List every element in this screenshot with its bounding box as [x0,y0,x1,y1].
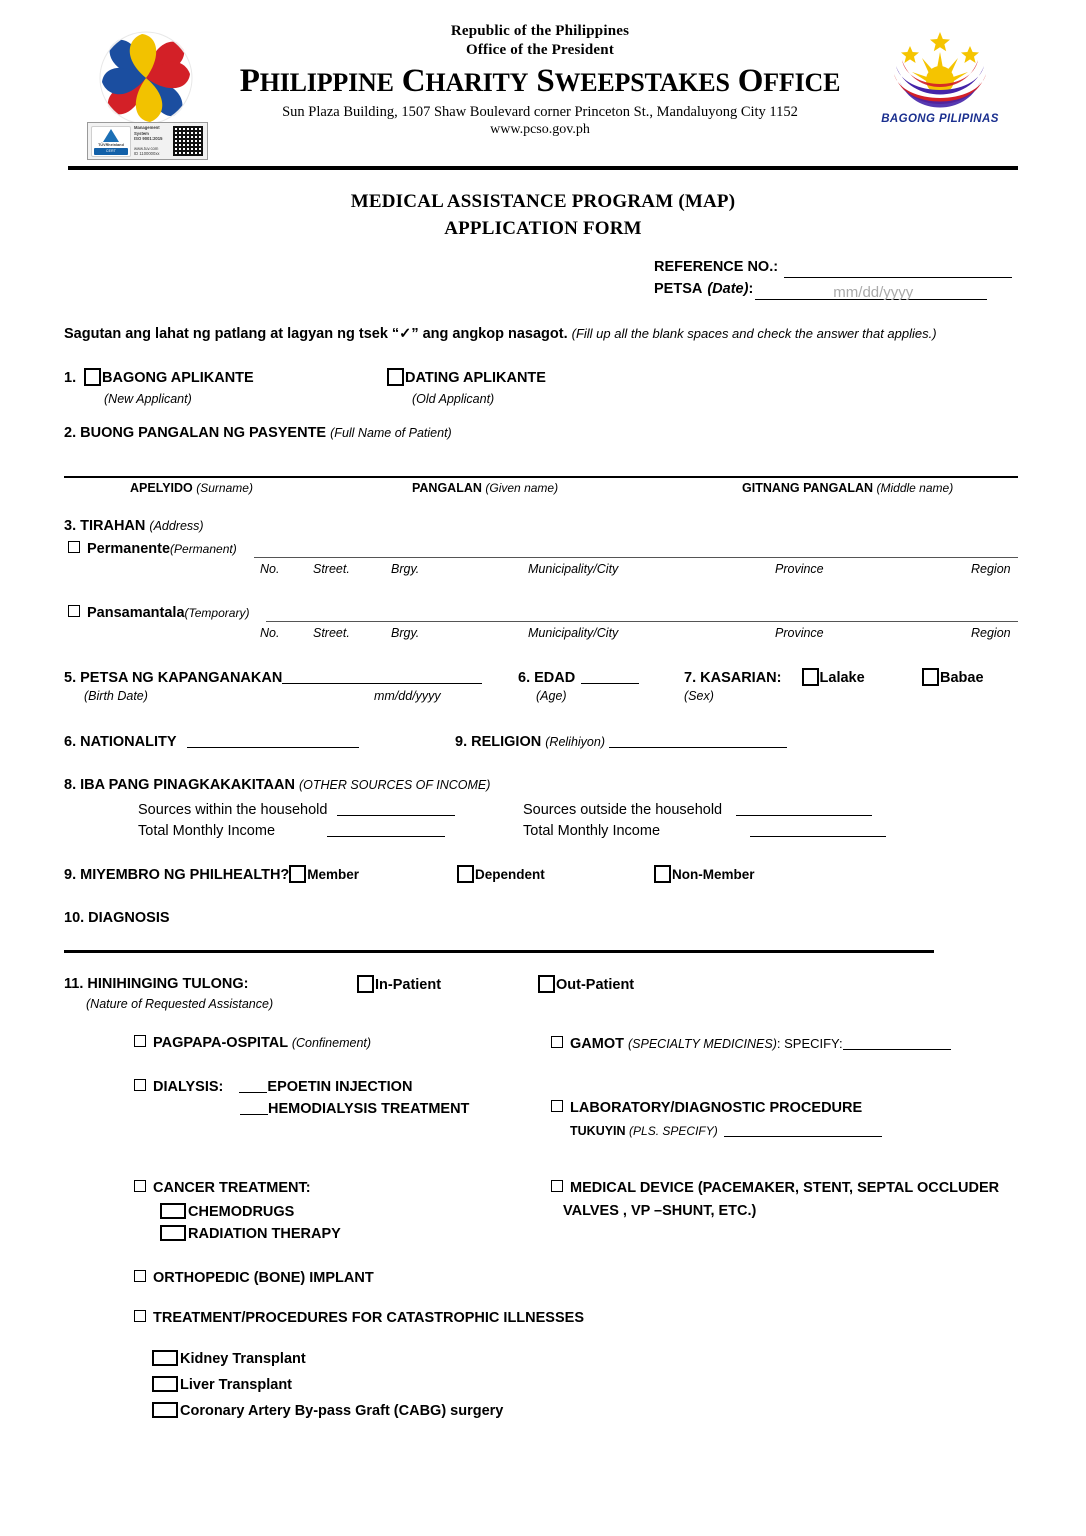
document-header [0,0,1086,168]
q8-income-english: (OTHER SOURCES OF INCOME) [298,778,491,792]
q2-label: 2. BUONG PANGALAN NG PASYENTE [64,425,327,441]
q3-temporary-english: (Temporary) [184,606,250,620]
q2-col2-label: PANGALAN [412,481,482,495]
petsa-label-en: (Date) [707,281,749,297]
q1-option-a-english: (New Applicant) [104,392,192,406]
perm-sub-brgy: Brgy. [391,562,420,576]
q3-label-row [64,518,204,534]
q2-name-input-line[interactable] [64,476,1018,478]
perm-sub-street: Street. [313,562,350,576]
q11-gamot-suffix: : SPECIFY: [776,1036,843,1051]
checkbox-pansamantala[interactable] [68,605,80,617]
temp-sub-no: No. [260,626,280,640]
q11-label-english: (Nature of Requested Assistance) [86,997,274,1011]
q8-within-row [138,801,455,818]
q6-nationality-row [64,733,359,750]
q11-cabg-label: Coronary Artery By-pass Graft (CABG) surgery [180,1403,504,1419]
q11-medical-device-option[interactable] [551,1180,999,1196]
checkbox-lalake[interactable] [802,668,819,686]
pcso-logo-icon [95,28,197,131]
q3-temporary-label: Pansamantala [87,605,185,621]
q3-label-english: (Address) [149,519,204,533]
q3-permanent-row[interactable] [68,541,237,557]
checkbox-liver-transplant[interactable] [152,1376,178,1392]
q9-dependent-option[interactable] [457,865,545,883]
instruction-text [64,326,1024,342]
q11-outpatient-label: Out-Patient [556,977,635,993]
q9-religion-english: (Relihiyon) [545,735,605,749]
q11-hemodialysis-label: HEMODIALYSIS TREATMENT [268,1101,470,1117]
date-placeholder: mm/dd/yyyy [833,284,914,301]
q1-new-applicant-option[interactable] [84,368,254,386]
checkbox-laboratory-procedure[interactable] [551,1100,563,1112]
reference-no-row [654,256,1012,278]
q11-tukuyin-input[interactable] [724,1122,882,1137]
checkbox-dialysis[interactable] [134,1079,146,1091]
q11-tukuyin-english: (PLS. SPECIFY) [629,1124,718,1138]
iso-certification-badge [87,122,208,160]
checkbox-pagpapa-ospital[interactable] [134,1035,146,1047]
q5-date-hint: mm/dd/yyyy [374,689,441,703]
q2-col2-english: (Given name) [485,481,559,495]
q11-tukuyin-label: TUKUYIN [570,1124,626,1138]
q11-inpatient-label: In-Patient [375,977,442,993]
q1-option-b-label: DATING APLIKANTE [405,370,546,386]
perm-sub-no: No. [260,562,280,576]
q11-chemodrugs-label: CHEMODRUGS [188,1204,295,1220]
instruction-english: (Fill up all the blank spaces and check the answer that applies.) [571,326,937,341]
checkbox-catastrophic-illnesses[interactable] [134,1310,146,1322]
instruction-tagalog: Sagutan ang lahat ng patlang at lagyan ng tsek “✓” ang angkop nasagot. [64,326,568,342]
q11-pagpapa-ospital-option[interactable] [134,1035,371,1051]
iso-text-3: ISO 9001:2015 [134,135,163,141]
q11-catastrophic-label: TREATMENT/PROCEDURES FOR CATASTROPHIC ILLNESSES [153,1310,584,1326]
checkbox-chemodrugs[interactable] [160,1203,186,1219]
q2-col1-english: (Surname) [196,481,253,495]
q8-within-total-row [138,822,445,839]
q7-sex-row [684,668,865,686]
q5-label: 5. PETSA NG KAPANGANAKAN [64,670,283,686]
q9-member-label: Member [307,867,360,882]
q11-gamot-label: GAMOT [570,1036,624,1052]
q11-gamot-option[interactable] [551,1035,951,1052]
iso-text-2: System [134,130,149,136]
q10-diagnosis-label: 10. DIAGNOSIS [64,910,170,926]
checkbox-kidney-transplant[interactable] [152,1350,178,1366]
perm-sub-province: Province [775,562,824,576]
q2-col3-label: GITNANG PANGALAN [742,481,874,495]
title-line-2: APPLICATION FORM [444,218,642,239]
q6-nationality-label: 6. NATIONALITY [64,734,177,750]
q6-age-label: 6. EDAD [518,670,576,686]
petsa-label: PETSA [654,281,703,297]
q2-col1 [130,481,253,495]
q8-outside-total-input[interactable] [750,822,886,837]
q11-radiation-therapy-label: RADIATION THERAPY [188,1226,341,1242]
checkbox-in-patient[interactable] [357,975,374,993]
q11-hemodialysis-blank[interactable] [240,1100,268,1115]
perm-sub-municipality: Municipality/City [528,562,619,576]
q2-col3-english: (Middle name) [876,481,954,495]
q11-cabg-row[interactable] [152,1402,503,1419]
q1-number: 1. [64,370,77,386]
qr-code-icon [173,126,203,156]
q11-medical-device-label: MEDICAL DEVICE (PACEMAKER, STENT, SEPTAL OCCLUDER [570,1180,1000,1196]
q11-cancer-treatment-option[interactable] [134,1180,311,1196]
checkbox-philhealth-member[interactable] [289,865,306,883]
q11-dialysis-label: DIALYSIS: [153,1079,224,1095]
reference-no-label: REFERENCE NO.: [654,259,779,275]
q11-inpatient-option[interactable] [357,975,441,993]
q9-religion-row [455,733,787,750]
q9-nonmember-label: Non-Member [672,867,755,882]
q11-orthopedic-option[interactable] [134,1270,374,1286]
checkbox-gamot[interactable] [551,1036,563,1048]
tuv-brand-text: TÜVRheinland [98,142,124,147]
petsa-colon: : [748,281,754,297]
q11-laboratory-option[interactable] [551,1100,862,1116]
office-address: Sun Plaza Building, 1507 Shaw Boulevard corner Princeton St., Mandaluyong City 1152 [282,104,798,120]
q7-male-label: Lalake [819,670,865,686]
q11-tukuyin-row [570,1122,882,1138]
q9-dependent-label: Dependent [475,867,545,882]
q1-option-b-english: (Old Applicant) [412,392,495,406]
q11-chemodrugs-row[interactable] [160,1203,294,1220]
q5-birthdate-row [64,669,482,686]
q8-within-total-input[interactable] [327,822,445,837]
q11-kidney-transplant-row[interactable] [152,1350,306,1367]
q6-nationality-input[interactable] [187,733,359,748]
q6-age-input[interactable] [581,669,639,684]
q6-age-row [518,669,639,686]
q1-old-applicant-option[interactable] [387,368,546,386]
checkbox-dating-aplikante[interactable] [387,368,404,386]
q3-label: 3. TIRAHAN [64,518,146,534]
organization-name: PHILIPPINE CHARITY SWEEPSTAKES OFFICE [239,63,841,99]
checkbox-permanente[interactable] [68,541,80,553]
q8-outside-total-row [523,822,886,839]
q11-pagpapa-ospital-english: (Confinement) [291,1036,372,1050]
temp-sub-municipality: Municipality/City [528,626,619,640]
title-line-1: MEDICAL ASSISTANCE PROGRAM (MAP) [350,191,736,212]
q11-gamot-specify-input[interactable] [843,1035,951,1050]
checkbox-bagong-aplikante[interactable] [84,368,101,386]
checkbox-babae[interactable] [922,668,939,686]
iso-badge-text [134,125,170,156]
perm-sub-region: Region [971,562,1011,576]
q11-epoetin-blank[interactable] [239,1078,267,1093]
q11-pagpapa-ospital-label: PAGPAPA-OSPITAL [153,1035,288,1051]
iso-text-5: ID 1100000xx [134,151,160,157]
q3-permanent-english: (Permanent) [170,542,237,556]
website-url[interactable]: www.pcso.gov.ph [490,122,590,137]
q11-epoetin-label: EPOETIN INJECTION [267,1079,413,1095]
q11-liver-transplant-label: Liver Transplant [180,1377,293,1393]
checkbox-cabg-surgery[interactable] [152,1402,178,1418]
q5-label-english: (Birth Date) [84,689,148,703]
q1-option-a-label: BAGONG APLIKANTE [102,370,254,386]
checkbox-cancer-treatment[interactable] [134,1180,146,1192]
q11-laboratory-label: LABORATORY/DIAGNOSTIC PROCEDURE [570,1100,863,1116]
q9-philhealth-label: 9. MIYEMBRO NG PHILHEALTH? [64,867,290,883]
bagong-pilipinas-label: BAGONG PILIPINAS [881,113,999,125]
q8-outside-input[interactable] [736,801,872,816]
q9-religion-input[interactable] [609,733,787,748]
q5-birthdate-input[interactable] [282,669,482,684]
republic-line: Republic of the Philippines [450,23,630,39]
q11-hemodialysis-row[interactable] [240,1100,469,1117]
q11-kidney-transplant-label: Kidney Transplant [180,1351,306,1367]
q11-orthopedic-label: ORTHOPEDIC (BONE) IMPLANT [153,1270,374,1286]
q9-philhealth-row [64,865,359,883]
temp-sub-brgy: Brgy. [391,626,420,640]
q11-liver-transplant-row[interactable] [152,1376,292,1393]
q2-col1-label: APELYIDO [130,481,193,495]
q2-col3 [742,481,953,495]
petsa-date-input[interactable] [755,283,987,300]
q8-income-label: 8. IBA PANG PINAGKAKAKITAAN [64,777,295,793]
q11-radiation-therapy-row[interactable] [160,1225,341,1242]
q8-outside-row [523,801,872,818]
checkbox-radiation-therapy[interactable] [160,1225,186,1241]
q8-outside-total-label: Total Monthly Income [523,823,661,839]
q2-label-row [64,425,452,441]
q11-gamot-english: (SPECIALTY MEDICINES) [628,1037,777,1051]
tuv-rheinland-icon [91,126,131,157]
header-center-text [210,22,870,139]
q3-temporary-input-line[interactable] [266,621,1018,622]
q7-female-option[interactable] [922,668,984,686]
iso-text-4: www.tuv.com [134,146,159,152]
q8-income-label-row [64,777,490,793]
page-title [0,188,1086,242]
checkbox-out-patient[interactable] [538,975,555,993]
q11-outpatient-option[interactable] [538,975,634,993]
q7-sex-english: (Sex) [684,689,714,703]
q11-label: 11. HINIHINGING TULONG: [64,976,249,992]
q3-permanent-label: Permanente [87,541,171,557]
temp-sub-region: Region [971,626,1011,640]
q11-medical-device-line2: VALVES , VP –SHUNT, ETC.) [563,1203,757,1219]
q8-within-total-label: Total Monthly Income [138,823,276,839]
checkbox-orthopedic-implant[interactable] [134,1270,146,1282]
q8-outside-label: Sources outside the household [523,802,723,818]
q9-religion-label: 9. RELIGION [455,734,542,750]
q7-female-label: Babae [940,670,984,686]
checkbox-philhealth-dependent[interactable] [457,865,474,883]
q6-age-english: (Age) [536,689,567,703]
q3-temporary-row[interactable] [68,605,249,621]
checkbox-philhealth-nonmember[interactable] [654,865,671,883]
q10-diagnosis-input-line[interactable] [64,950,934,953]
iso-text-1: Management [134,125,160,131]
temp-sub-province: Province [775,626,824,640]
q2-col2 [412,481,558,495]
q8-within-label: Sources within the household [138,802,328,818]
petsa-row [654,278,1012,300]
q11-cancer-treatment-label: CANCER TREATMENT: [153,1180,311,1196]
reference-block [654,256,1012,300]
q3-permanent-input-line[interactable] [254,557,1018,558]
checkbox-medical-device[interactable] [551,1180,563,1192]
q8-within-input[interactable] [337,801,455,816]
q2-label-english: (Full Name of Patient) [330,426,452,440]
q9-nonmember-option[interactable] [654,865,755,883]
temp-sub-street: Street. [313,626,350,640]
q7-sex-label: 7. KASARIAN: [684,670,782,686]
q11-dialysis-option[interactable] [134,1078,412,1095]
header-divider-rule [68,166,1018,170]
reference-no-input[interactable] [784,261,1012,278]
tuv-cert-mark: CERT [94,148,128,155]
office-line: Office of the President [465,42,615,58]
q11-catastrophic-option[interactable] [134,1310,584,1326]
